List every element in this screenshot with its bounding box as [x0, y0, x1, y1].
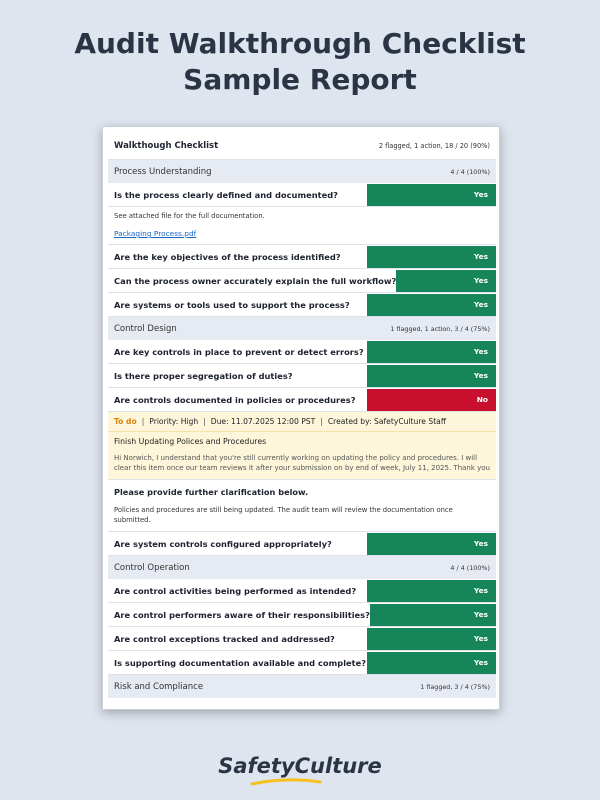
question-text: Is there proper segregation of duties? — [114, 370, 293, 381]
question-text: Are control performers aware of their responsibilities? — [114, 609, 370, 620]
clarification-question: Please provide further clarification below. — [114, 487, 309, 497]
question-text: Are systems or tools used to support the process? — [114, 299, 350, 310]
action-meta[interactable] — [108, 412, 496, 432]
section-header-process-understanding[interactable] — [108, 160, 496, 183]
section-summary: 4 / 4 (100%) — [450, 167, 490, 176]
logo-wordmark — [218, 754, 382, 778]
question-row — [108, 245, 496, 269]
page-title-line-2: Sample Report — [183, 63, 417, 96]
answer-badge-yes: Yes — [396, 270, 496, 292]
answer-badge-no: No — [367, 389, 496, 411]
answer-badge-yes: Yes — [367, 533, 496, 555]
question-note — [108, 207, 496, 245]
separator: | — [320, 417, 323, 426]
question-row — [108, 579, 496, 603]
separator: | — [141, 417, 145, 426]
answer-badge-yes: Yes — [370, 604, 496, 626]
section-header-control-design[interactable] — [108, 317, 496, 340]
question-row — [108, 364, 496, 388]
action-message: Hi Norwich, I understand that you're still currently working on updating the policy and procedures. I will clear this item once our team reviews it after your submission on by end of week, July 11, 2025. Thank you — [114, 454, 490, 472]
section-title: Control Operation — [114, 562, 190, 573]
question-row — [108, 293, 496, 317]
section-title: Control Design — [114, 323, 177, 334]
question-row — [108, 340, 496, 364]
question-text: Is the process clearly defined and documented? — [114, 189, 338, 200]
action-priority: Priority: High — [149, 417, 199, 426]
question-row — [108, 532, 496, 556]
page-title-line-1: Audit Walkthrough Checklist — [74, 27, 526, 60]
clarification-answer: Policies and procedures are still being updated. The audit team will review the documentation once submitted. — [114, 506, 453, 524]
question-row — [108, 183, 496, 207]
section-summary: 4 / 4 (100%) — [450, 563, 490, 572]
question-text: Are control activities being performed as intended? — [114, 585, 357, 596]
action-created-by: Created by: SafetyCulture Staff — [327, 417, 447, 426]
answer-badge-yes: Yes — [367, 294, 496, 316]
question-row — [108, 627, 496, 651]
question-text: Are key controls in place to prevent or detect errors? — [114, 346, 364, 357]
report-content — [108, 132, 496, 698]
safetyculture-logo — [0, 754, 600, 778]
action-status: To do — [114, 417, 137, 426]
section-summary: 1 flagged, 1 action, 3 / 4 (75%) — [390, 324, 490, 333]
separator: | — [203, 417, 206, 426]
section-header-control-operation[interactable] — [108, 556, 496, 579]
attachment-link[interactable]: Packaging Process.pdf — [114, 229, 197, 238]
question-row — [108, 603, 496, 627]
action-title: Finish Updating Polices and Procedures — [114, 437, 267, 446]
question-text: Are the key objectives of the process identified? — [114, 251, 341, 262]
question-text: Are control exceptions tracked and addressed? — [114, 633, 335, 644]
page-title — [0, 26, 600, 98]
note-text: See attached file for the full documentation. — [114, 212, 265, 220]
question-text: Is supporting documentation available and complete? — [114, 657, 367, 668]
logo-swoosh-icon — [250, 778, 322, 786]
checklist-title: Walkthough Checklist — [114, 140, 219, 151]
section-header-risk-and-compliance[interactable] — [108, 675, 496, 698]
checklist-header — [108, 132, 496, 160]
answer-badge-yes: Yes — [367, 652, 496, 674]
section-title: Process Understanding — [114, 166, 212, 177]
answer-badge-yes: Yes — [367, 580, 496, 602]
logo-text: SafetyCulture — [218, 754, 382, 778]
answer-badge-yes: Yes — [367, 628, 496, 650]
action-body — [108, 432, 496, 480]
answer-badge-yes: Yes — [367, 341, 496, 363]
answer-badge-yes: Yes — [367, 246, 496, 268]
checklist-summary: 2 flagged, 1 action, 18 / 20 (90%) — [378, 141, 490, 150]
answer-badge-yes: Yes — [367, 184, 496, 206]
question-row — [108, 388, 496, 412]
question-text: Can the process owner accurately explain the full workflow? — [114, 275, 397, 286]
action-due: Due: 11.07.2025 12:00 PST — [210, 417, 316, 426]
clarification-block — [108, 480, 496, 532]
question-text: Are controls documented in policies or procedures? — [114, 394, 356, 405]
section-summary: 1 flagged, 3 / 4 (75%) — [420, 682, 490, 691]
question-row — [108, 651, 496, 675]
section-title: Risk and Compliance — [114, 681, 204, 692]
question-text: Are system controls configured appropriately? — [114, 538, 332, 549]
report-card — [102, 126, 500, 710]
question-row — [108, 269, 496, 293]
answer-badge-yes: Yes — [367, 365, 496, 387]
